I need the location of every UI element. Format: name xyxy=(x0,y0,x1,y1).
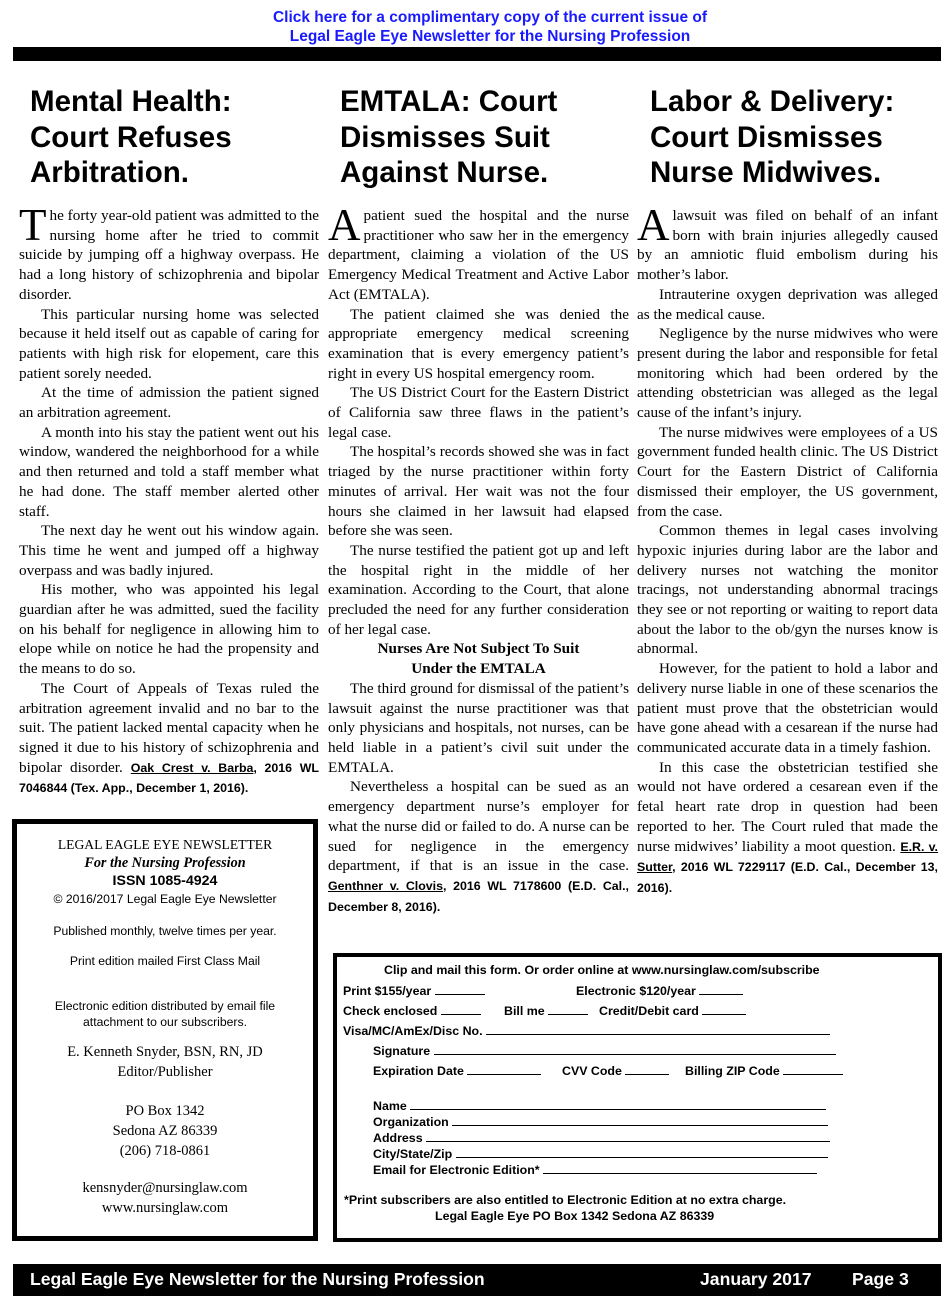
footer-page-number: Page 3 xyxy=(852,1269,909,1289)
bill-me-option[interactable]: Bill me xyxy=(504,1003,588,1018)
info-subtitle: For the Nursing Profession xyxy=(84,855,246,871)
dropcap: T xyxy=(19,200,47,250)
newsletter-info-box xyxy=(12,819,318,1241)
name-field[interactable]: Name xyxy=(373,1098,826,1113)
check-enclosed-option[interactable]: Check enclosed xyxy=(343,1003,481,1018)
info-website[interactable]: www.nursinglaw.com xyxy=(101,1200,229,1216)
section-subhead: Nurses Are Not Subject To Suit Under the EMTALA xyxy=(377,640,580,678)
email-field[interactable]: Email for Electronic Edition* xyxy=(373,1162,817,1177)
subscription-form xyxy=(333,953,942,1242)
city-state-zip-field[interactable]: City/State/Zip xyxy=(373,1146,828,1161)
footer-date: January 2017 xyxy=(700,1269,812,1289)
article-3-headline: Labor & Delivery: Court Dismisses Nurse Midwives. xyxy=(650,85,895,189)
info-contact xyxy=(17,1178,313,1218)
footer-title: Legal Eagle Eye Newsletter for the Nursing Profession xyxy=(30,1269,485,1289)
info-title: LEGAL EAGLE EYE NEWSLETTER xyxy=(57,837,273,852)
credit-card-option[interactable]: Credit/Debit card xyxy=(599,1003,746,1018)
dropcap: A xyxy=(637,200,670,250)
organization-field[interactable]: Organization xyxy=(373,1114,828,1129)
article-2-headline: EMTALA: Court Dismisses Suit Against Nurse. xyxy=(340,85,558,189)
article-1-citation: Oak Crest v. Barba, 2016 WL 7046844 (Tex. App., December 1, 2016). xyxy=(19,760,319,796)
info-print-edition: Print edition mailed First Class Mail xyxy=(69,954,261,968)
header-rule xyxy=(13,47,941,61)
address-field[interactable]: Address xyxy=(373,1130,830,1145)
article-1-body: The forty year-old patient was admitted to the nursing home after he tried to commit suicide by jumping off a highway overpass. He had a long history of schizophrenia and bipolar disorder. This particular nursing home was selected because it held itself out as capable of caring for patients with high risk for elopement, care this patient sorely needed. At the time of admission the patient signed an arbitration agreement. A month into his stay the patient went out his window, wandered the neighborhood for a while and then returned and told a staff member what he had done. The staff member alerted other staff. The next day he went out his window again. This time he went and jumped off a highway overpass and was badly injured. His mother, who was appointed his legal guardian after he was admitted, sued the facility on his behalf for negligence in allowing him to elope while on notice he had the propensity and the means to do so. The Court of Appeals of Texas ruled the arbitration agreement invalid and no bar to the suit. The patient lacked mental capacity when he signed it due to his history of schizophrenia and bipolar disorder. Oak Crest v. Barba, 2016 WL 7046844 (Tex. App., December 1, 2016). xyxy=(19,200,319,796)
info-editor: E. Kenneth Snyder, BSN, RN, JD Editor/Publisher xyxy=(67,1044,263,1080)
info-address: PO Box 1342 Sedona AZ 86339 (206) 718-0861 xyxy=(112,1103,218,1159)
info-email[interactable]: kensnyder@nursinglaw.com xyxy=(82,1180,248,1196)
form-note: *Print subscribers are also entitled to Electronic Edition at no extra charge. xyxy=(344,1193,787,1207)
cvv-field[interactable]: CVV Code xyxy=(562,1063,669,1078)
card-number-field[interactable]: Visa/MC/AmEx/Disc No. xyxy=(343,1023,830,1038)
article-3-body: A lawsuit was filed on behalf of an infant born with brain injuries allegedly caused by an amniotic fluid embolism during his mother’s labor. Intrauterine oxygen deprivation was alleged as the medical cause. Negligence by the nurse midwives who were present during the labor and responsible for fetal monitoring which had been ordered by the attending obstetrician was alleged as the legal cause of the infant’s injury. The nurse midwives were employees of a US government funded health clinic. The US District Court for the Eastern District of California dismissed their employer, the US government, from the case. Common themes in legal cases involving hypoxic injuries during labor are the labor and delivery nurses not watching the monitor tracings, not understanding abnormal tracings they see or not reporting or waiting to report data about the labor to the ob/gyn the nurses know is abnormal. However, for the patient to hold a labor and delivery nurse liable in one of these scenarios the patient must prove that the obstetrician would have gone ahead with a cesarean if the nurse had communicated accurate data in a timely fashion. In this case the obstetrician testified she would not have ordered a cesarean even if the fetal heart rate drop in question had been reported to her. The Court ruled that made the nurse midwives’ liability a moot question. E.R. v. Sutter, 2016 WL 7229117 (E.D. Cal., December 13, 2016). xyxy=(637,200,938,895)
article-2-citation: Genthner v. Clovis, 2016 WL 7178600 (E.D. Cal., December 8, 2016). xyxy=(328,878,629,914)
link-line-1: Click here for a complimentary copy of the current issue of xyxy=(272,9,708,26)
article-2-body: A patient sued the hospital and the nurse practitioner who saw her in the emergency department, claiming a violation of the US Emergency Medical Treatment and Active Labor Act (EMTALA). The patient claimed she was denied the appropriate emergency medical screening examination that is every emergency patient’s right in every US hospital emergency room. The US District Court for the Eastern District of California saw three flaws in the patient’s legal case. The hospital’s records showed she was in fact triaged by the nurse practitioner within forty minutes of arrival. Her wait was not the four hours she claimed in her lawsuit had elapsed before she was seen. The nurse testified the patient got up and left the hospital right in the middle of her examination. According to the Court, that alone precluded the need for any further consideration of her legal case. Nurses Are Not Subject To Suit Under the EMTALA The third ground for dismissal of the patient’s lawsuit against the nurse practitioner was that only physicians and hospitals, not nurses, can be held liable in a patient’s civil suit under the EMTALA. Nevertheless a hospital can be sued as an emergency department nurse’s employer for what the nurse did or failed to do. A nurse can be sued for negligence in the emergency department, if that is an issue in the case. Genthner v. Clovis, 2016 WL 7178600 (E.D. Cal., December 8, 2016). xyxy=(328,200,629,914)
dropcap: A xyxy=(328,200,361,250)
link-line-2: Legal Eagle Eye Newsletter for the Nursing Profession xyxy=(289,28,691,45)
footer-bar xyxy=(13,1264,941,1296)
complimentary-copy-link[interactable] xyxy=(0,8,951,46)
electronic-option[interactable]: Electronic $120/year xyxy=(576,983,743,998)
billing-zip-field[interactable]: Billing ZIP Code xyxy=(685,1063,843,1078)
info-published: Published monthly, twelve times per year. xyxy=(53,924,277,938)
expiration-field[interactable]: Expiration Date xyxy=(373,1063,541,1078)
form-mail-address: Legal Eagle Eye PO Box 1342 Sedona AZ 86339 xyxy=(435,1209,715,1223)
form-heading: Clip and mail this form. Or order online at www.nursinglaw.com/subscribe xyxy=(384,963,820,977)
signature-field[interactable]: Signature xyxy=(373,1043,836,1058)
print-option[interactable]: Print $155/year xyxy=(343,983,485,998)
info-electronic-edition: Electronic edition distributed by email file attachment to our subscribers. xyxy=(54,999,276,1029)
article-3-citation: E.R. v. Sutter, 2016 WL 7229117 (E.D. Cal., December 13, 2016). xyxy=(637,839,938,895)
info-copyright: © 2016/2017 Legal Eagle Eye Newsletter xyxy=(53,892,277,906)
article-1-headline: Mental Health: Court Refuses Arbitration. xyxy=(30,85,232,189)
info-issn: ISSN 1085-4924 xyxy=(112,873,218,889)
